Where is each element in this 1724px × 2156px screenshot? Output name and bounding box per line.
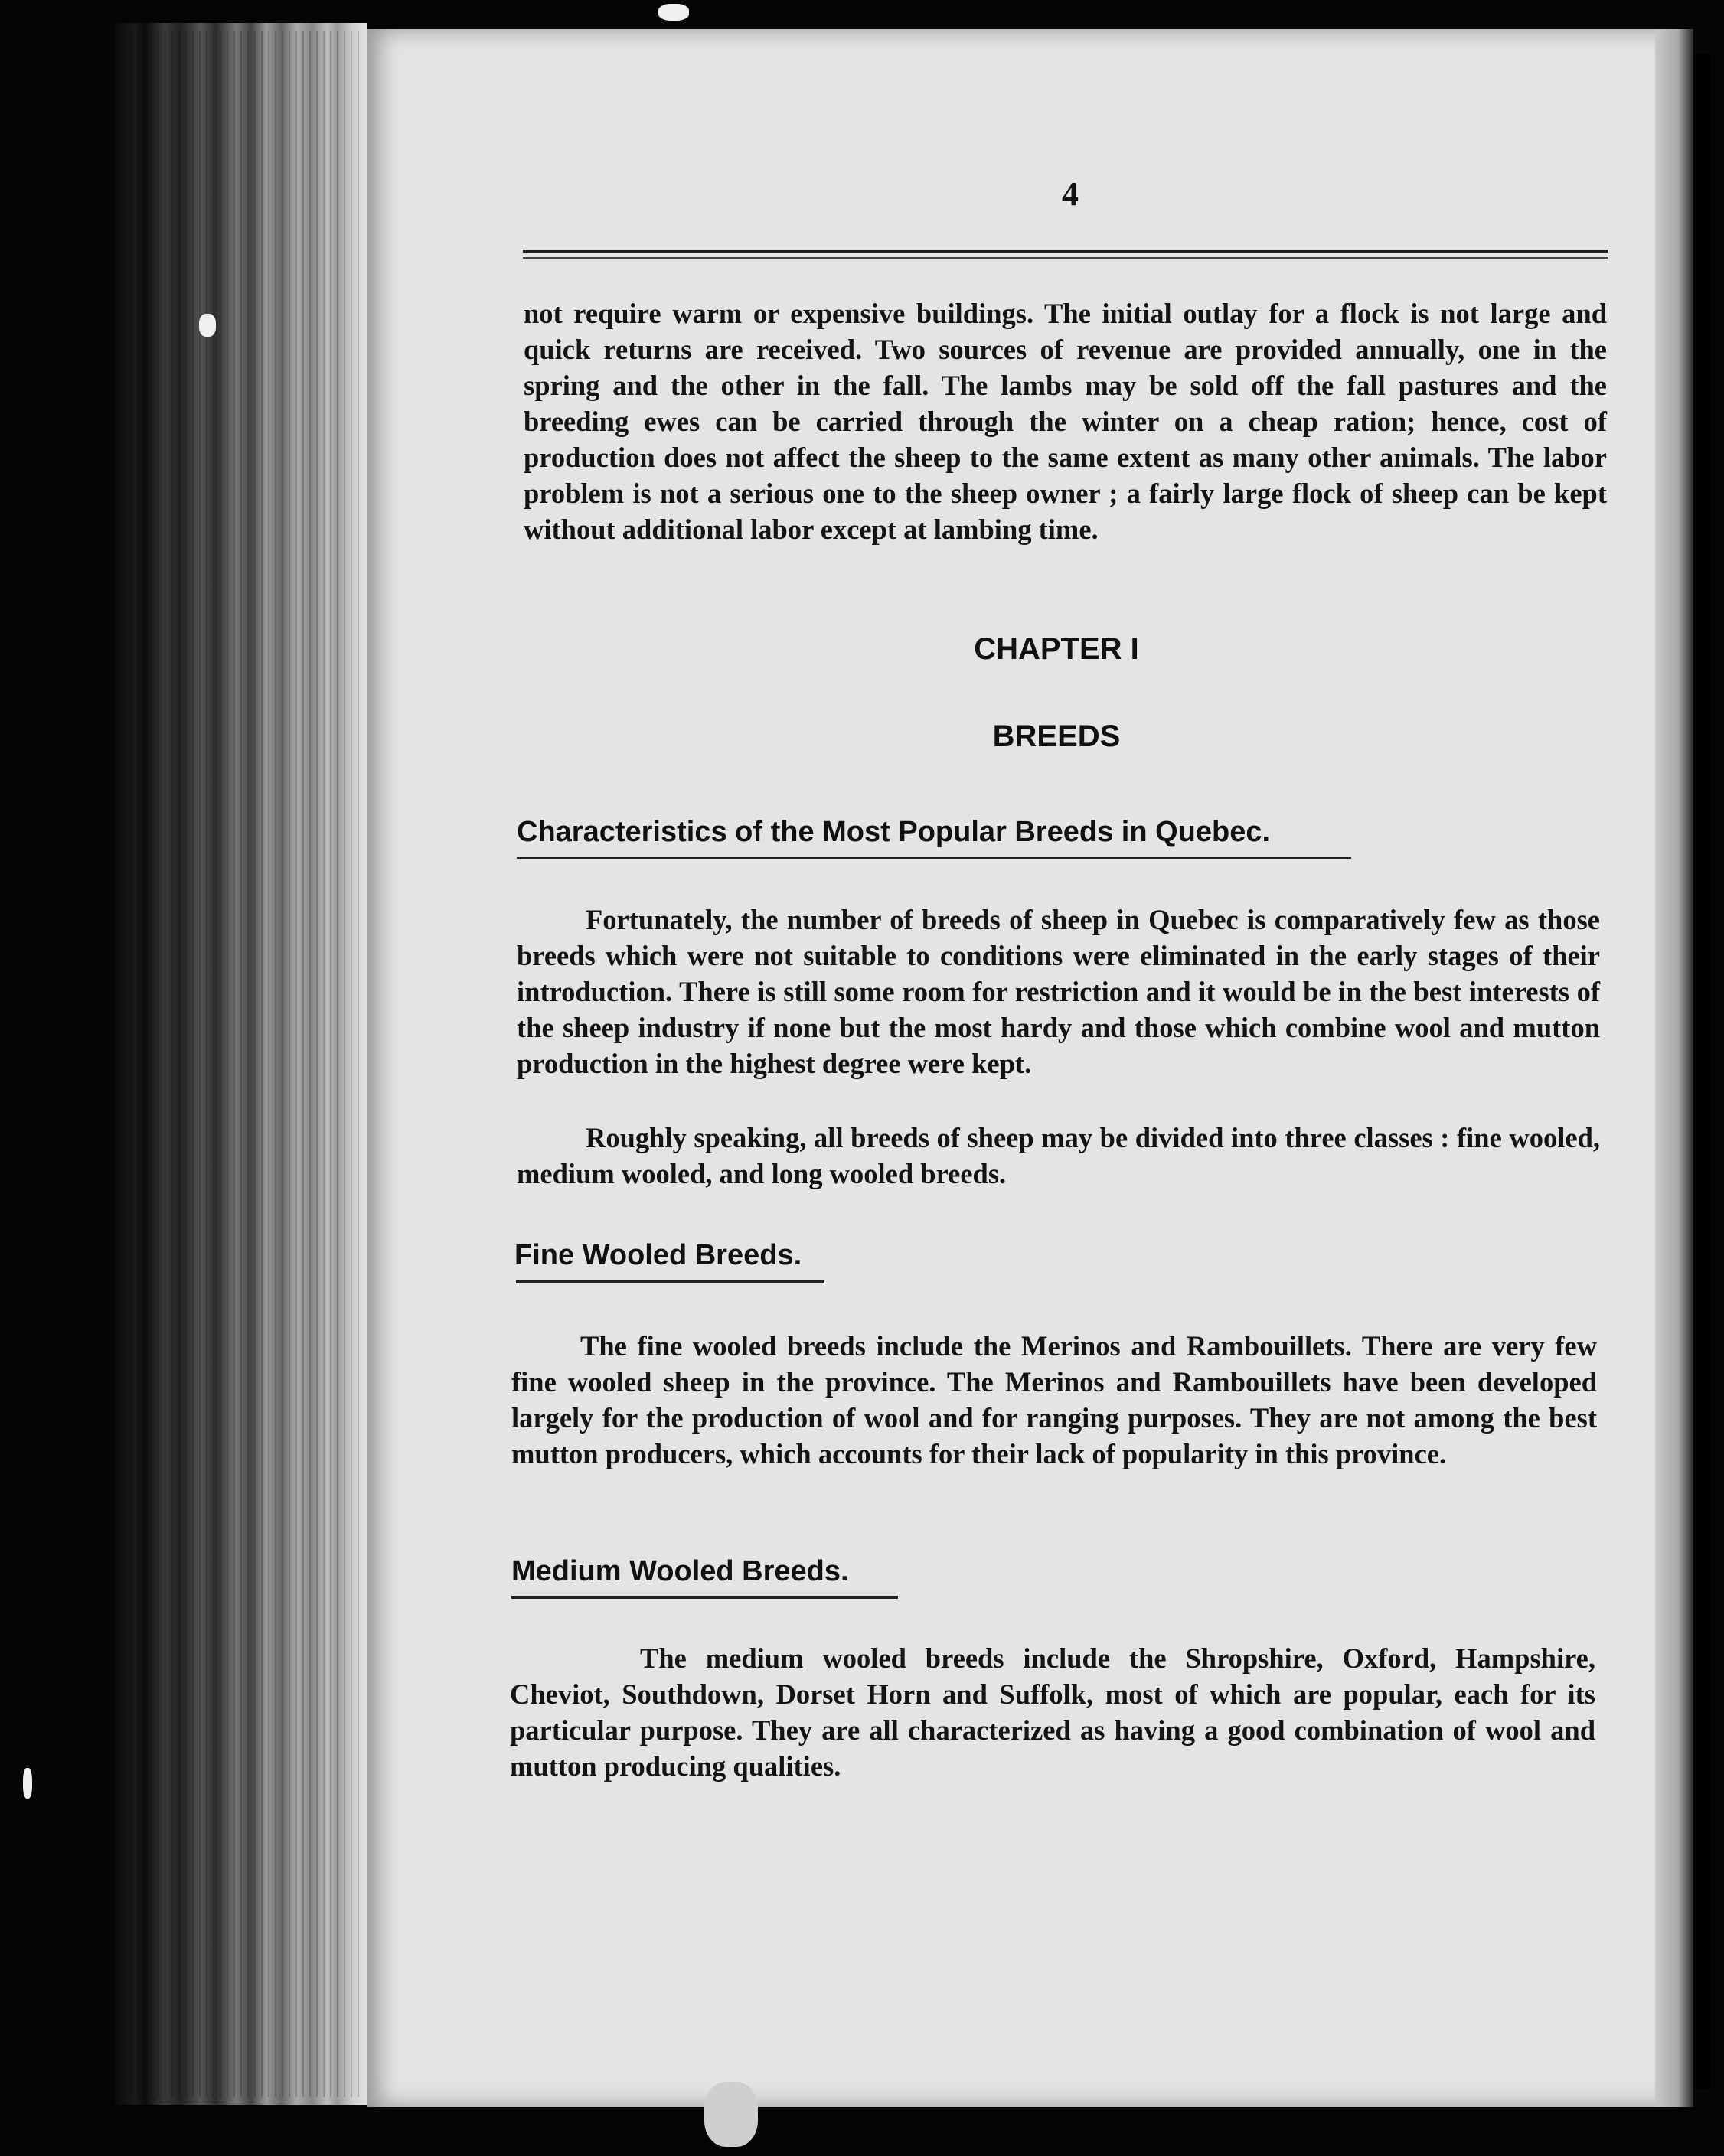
paragraph-text: The fine wooled breeds include the Merinos and Rambouillets. There are very few fine wooled sheep in the province. The Merinos and Rambouillets have been developed largely for the production of wool and for ranging purposes. They are not among the best mutton producers, which accounts for their lack of popularity in this province. xyxy=(511,1330,1597,1469)
scan-artifact xyxy=(199,314,216,337)
scan-artifact xyxy=(658,4,689,21)
section-heading-characteristics: Characteristics of the Most Popular Breeds in Quebec. xyxy=(517,816,1271,848)
paragraph-fine-wooled xyxy=(511,1328,1597,1472)
paragraph-characteristics-1 xyxy=(517,902,1600,1081)
paragraph-text: The medium wooled breeds include the Shropshire, Oxford, Hampshire, Cheviot, Southdown, Dorset Horn and Suffolk, most of which are popular, each for its particular purpose. They are all characterized as having a good combination of wool and mutton producing qualities. xyxy=(510,1642,1595,1782)
paragraph-medium-wooled xyxy=(510,1640,1595,1784)
paragraph-text: Roughly speaking, all breeds of sheep may be divided into three classes : fine wooled, medium wooled, and long wooled breeds. xyxy=(517,1122,1600,1189)
paragraph-characteristics-2 xyxy=(517,1120,1600,1192)
chapter-title: CHAPTER I xyxy=(974,632,1139,666)
section-heading-fine-wooled: Fine Wooled Breeds. xyxy=(514,1239,802,1271)
section-underline xyxy=(516,1280,824,1283)
chapter-subtitle: BREEDS xyxy=(992,719,1121,753)
section-underline xyxy=(517,857,1351,859)
section-underline xyxy=(511,1596,898,1599)
intro-paragraph: not require warm or expensive buildings. The initial outlay for a flock is not large and quick returns are received. Two sources of revenue are provided annually, one in the spring and the other in the fall. The lambs may be sold off the fall pastures and the breeding ewes can be carried through the winter on a cheap ration; hence, cost of production does not affect the sheep to the same extent as many other animals. The labor problem is not a serious one to the sheep owner ; a fairly large flock of sheep can be kept without additional labor except at lambing time. xyxy=(524,298,1607,545)
page-edges-texture xyxy=(130,31,360,2097)
header-rule xyxy=(523,250,1608,259)
scan-artifact xyxy=(23,1768,32,1799)
section-heading-medium-wooled: Medium Wooled Breeds. xyxy=(511,1555,849,1587)
paragraph-text: Fortunately, the number of breeds of sheep in Quebec is comparatively few as those breeds which were not suitable to conditions were eliminated in the early stages of their introduction. There is still some room for restriction and it would be in the best interests of the sheep industry if none but the most hardy and those which combine wool and mutton production in the highest degree were kept. xyxy=(517,904,1600,1079)
page-number: 4 xyxy=(1062,175,1079,213)
page-right-edge xyxy=(1655,29,1693,2107)
scan-artifact xyxy=(704,2082,758,2147)
scan-border xyxy=(1696,54,1711,2089)
